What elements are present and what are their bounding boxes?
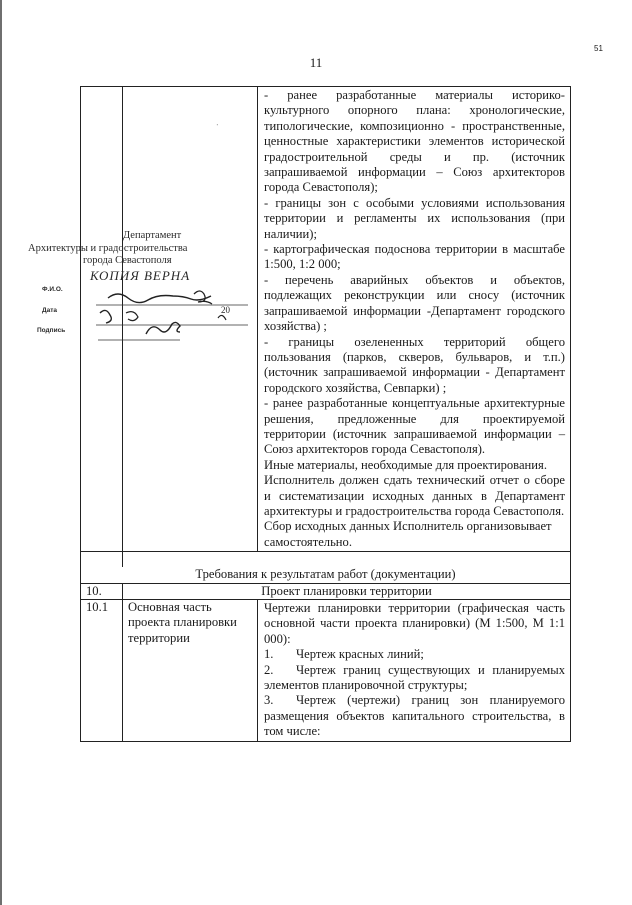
empty-number-cell <box>81 552 123 568</box>
requirement-item: Сбор исходных данных Исполнитель организовывает самостоятельно. <box>264 519 552 549</box>
drawing-item: 2. Чертеж границ существующих и планируемых элементов планировочной структуры; <box>264 662 565 693</box>
empty-name-cell <box>123 552 258 568</box>
drawing-item: 1. Чертеж красных линий; <box>264 647 424 662</box>
drawing-item: 3. Чертеж (чертежи) границ зон планируемого размещения объектов капитального строительства, в том числе: <box>264 693 565 739</box>
requirement-item: - ранее разработанные концептуальные архитектурные решения, предложенные для проектируемой территории (источник запрашиваемой информации – Союз архитекторов города Севастополя). <box>264 396 565 457</box>
empty-spacer-cell <box>258 552 571 568</box>
row-name: Основная часть проекта планировки территории <box>123 600 258 742</box>
certification-stamp <box>28 230 258 345</box>
stamp-date-year: 20 <box>221 305 230 315</box>
requirements-list-cell <box>258 87 571 552</box>
requirement-item: - картографическая подоснова территории в масштабе 1:500, 1:2 000; <box>264 242 565 272</box>
scan-edge-line <box>0 0 2 905</box>
requirement-item: Исполнитель должен сдать технический отчет о сборе и систематизации исходных данных в Департамент архитектуры и градостроительства города Севастополя. <box>264 473 565 518</box>
requirement-item: - перечень аварийных объектов и объектов, подлежащих реконструкции или сносу (источник запрашиваемой информации -Департамент городского хозяйства) ; <box>264 272 565 334</box>
stamp-date-label: Дата <box>42 307 58 314</box>
requirement-item: Иные материалы, необходимые для проектирования. <box>264 457 547 472</box>
drawings-intro: Чертежи планировки территории (графическая часть основной части проекта планировки) (М 1:500, М 1:1 000): <box>264 601 565 646</box>
stamp-org-line: Департамент <box>123 230 182 241</box>
page-number: 11 <box>309 55 323 70</box>
requirement-item: - границы зон с особыми условиями использования территории и регламенты их использования (при наличии); <box>264 195 565 241</box>
stamp-copy-mark: КОПИЯ ВЕРНА <box>90 268 191 283</box>
stamp-org-line: Архитектуры и градостроительства <box>28 243 188 254</box>
table-row-10-1 <box>81 600 571 742</box>
stamp-fio-label: Ф.И.О. <box>42 286 63 293</box>
row-title: Проект планировки территории <box>123 583 571 599</box>
table-row-section-header <box>81 552 571 568</box>
section-header: Требования к результатам работ (документации) <box>81 567 571 583</box>
requirement-item: - границы озелененных территорий общего пользования (парков, скверов, бульваров, и т.п.) (источник запрашиваемой информации - Департамент городского хозяйства, Севпарки) ; <box>264 334 565 395</box>
scan-mark: ᐧ <box>216 120 219 130</box>
stamp-sign-label: Подпись <box>37 327 66 334</box>
stamp-org-line: города Севастополя <box>83 255 172 266</box>
table-row-section-title <box>81 567 571 583</box>
requirements-table <box>80 86 571 742</box>
handwritten-signature-icon <box>68 282 253 342</box>
corner-page-number: 51 <box>594 44 603 53</box>
row-number: 10.1 <box>81 600 123 742</box>
table-row-10 <box>81 583 571 599</box>
row-number: 10. <box>81 583 123 599</box>
requirement-item: - ранее разработанные материалы историко-культурного опорного плана: хронологические, типологические, композиционно - пространственные, ценностные характеристики элементов исторической градостроительной среды и пр. (источник запрашиваемой информации – Союз архитекторов города Севастополя); <box>264 88 565 195</box>
row-description <box>258 600 571 742</box>
